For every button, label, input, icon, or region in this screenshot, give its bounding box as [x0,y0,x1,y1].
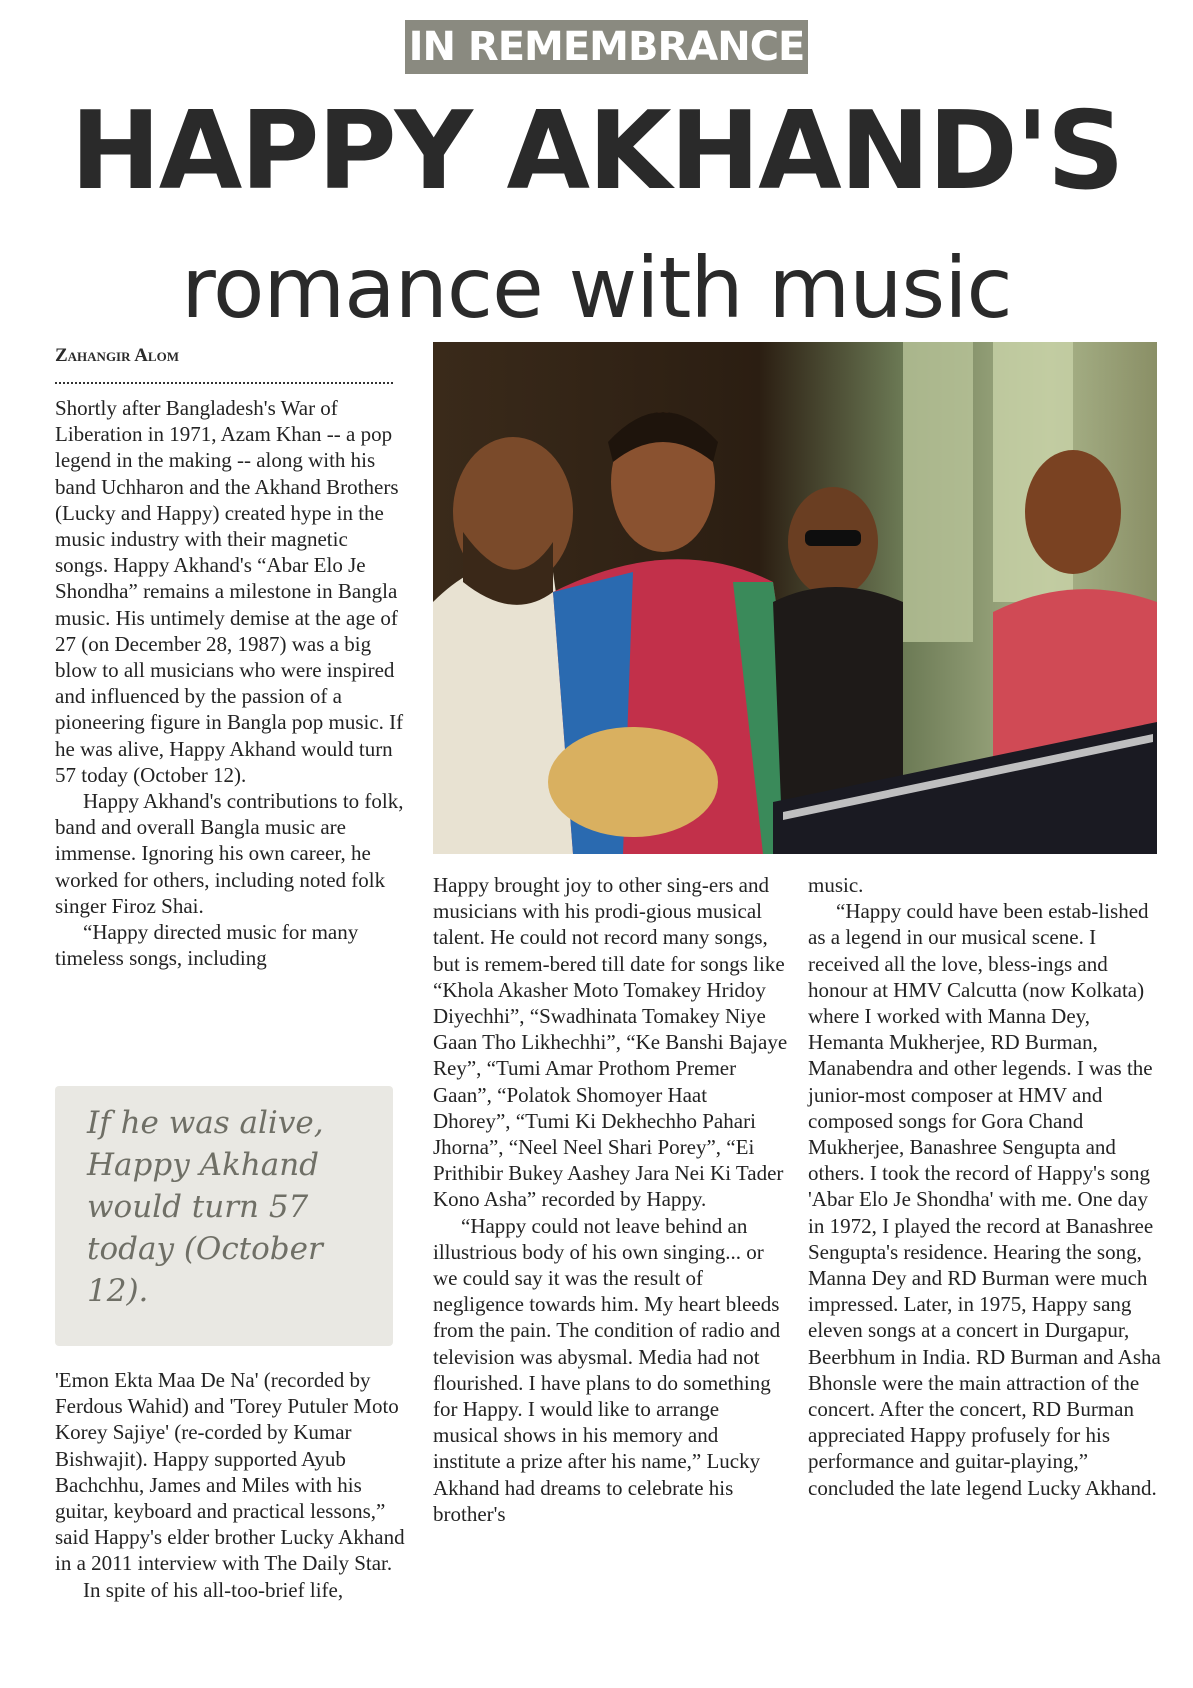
headline: HAPPY AKHAND'S [70,89,1123,214]
paragraph: Happy Akhand's contributions to folk, band and overall Bangla music are immense. Ignoring his own career, he worked for others, including noted folk singer Firoz Shai. [55,789,404,918]
byline-divider [55,382,393,384]
byline: Zahangir Alom [55,345,179,366]
section-kicker: IN REMEMBRANCE [405,20,808,74]
pull-quote-text: If he was alive, Happy Akhand would turn 57 today (October 12). [87,1105,324,1309]
band-photo [433,342,1157,854]
paragraph: “Happy could have been estab-lished as a legend in our musical scene. I received all the love, bless-ings and honour at HMV Calcutta (now Kolkata) where I worked with Manna Dey, Hemanta Mukherjee, RD Burman, Manabendra and other legends. I was the junior-most composer at HMV and composed songs for Gora Chand Mukherjee, Banashree Sengupta and others. I took the record of Happy's song 'Abar Elo Je Shondha' with me. One day in 1972, I played the record at Banashree Sengupta's residence. Hearing the song, Manna Dey and RD Burman were much impressed. Later, in 1975, Happy sang eleven songs at a concert in Durgapur, Beerbhum in India. RD Burman and Asha Bhonsle were the main attraction of the concert. After the concert, RD Burman appreciated Happy profusely for his performance and guitar-playing,” concluded the late legend Lucky Akhand. [808,899,1161,1500]
paragraph: In spite of his all-too-brief life, [83,1577,344,1602]
paragraph: Shortly after Bangladesh's War of Liberation in 1971, Azam Khan -- a pop legend in the making -- along with his band Uchharon and the Akhand Brothers (Lucky and Happy) created hype in the music industry with their magnetic songs. Happy Akhand's “Abar Elo Je Shondha” remains a milestone in Bangla music. His untimely demise at the age of 27 (on December 28, 1987) was a big blow to all musicians who were inspired and influenced by the passion of a pioneering figure in Bangla pop music. If he was alive, Happy Akhand would turn 57 today (October 12). [55,396,404,787]
article-column-1-continued [55,1367,405,1603]
paragraph: 'Emon Ekta Maa De Na' (recorded by Ferdous Wahid) and 'Torey Putuler Moto Korey Sajiye' (re-corded by Kumar Bishwajit). Happy supported Ayub Bachchhu, James and Miles with his guitar, keyboard and practical lessons,” said Happy's elder brother Lucky Akhand in a 2011 interview with The Daily Star. [55,1368,405,1576]
paragraph: Happy brought joy to other sing-ers and musicians with his prodi-gious musical talent. He could not record many songs, but is remem-bered till date for songs like “Khola Akasher Moto Tomakey Hridoy Diyechhi”, “Swadhinata Tomakey Niye Gaan Tho Likhechhi”, “Ke Banshi Bajaye Rey”, “Tumi Amar Prothom Premer Gaan”, “Polatok Shomoyer Haat Dhorey”, “Tumi Ki Dekhechho Pahari Jhorna”, “Neel Neel Shari Porey”, “Ei Prithibir Bukey Aashey Jara Nei Ki Tader Kono Asha” recorded by Happy. [433,873,788,1212]
pull-quote-box [55,1086,393,1346]
article-column-1 [55,395,405,971]
paragraph: “Happy directed music for many timeless songs, including [55,920,359,971]
band-photo-icon [433,342,1157,854]
article-column-3 [808,872,1163,1501]
paragraph: “Happy could not leave behind an illustrious body of his own singing... or we could say it was the result of negligence towards him. My heart bleeds from the pain. The condition of radio and television was abysmal. Media had not flourished. I have plans to do something for Happy. I would like to arrange musical shows in his memory and institute a prize after his name,” Lucky Akhand had dreams to celebrate his brother's [433,1213,781,1526]
paragraph: music. [808,873,864,897]
article-column-2 [433,872,788,1527]
subheadline: romance with music [181,239,1012,337]
